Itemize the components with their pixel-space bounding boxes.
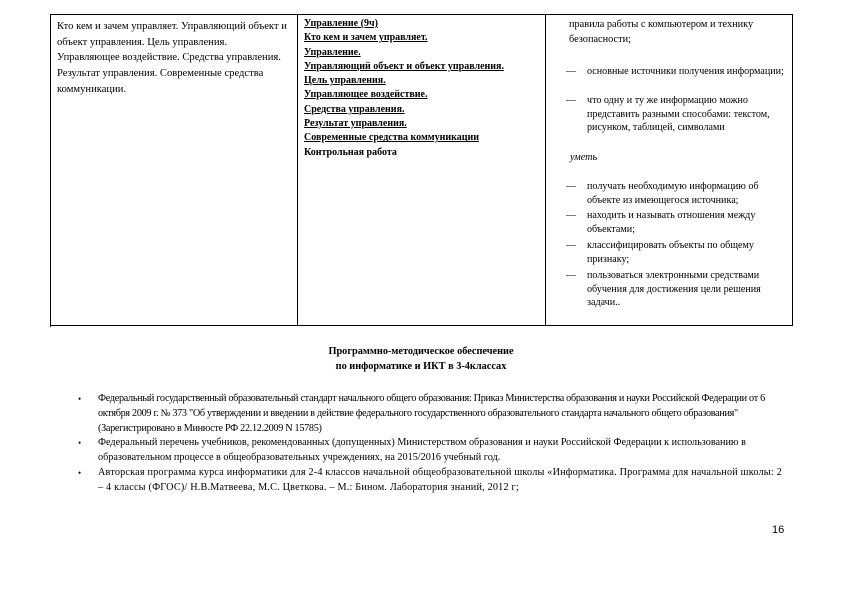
dash-bullet-icon: —	[566, 270, 577, 281]
dash-bullet-icon: —	[566, 66, 577, 77]
topics-table	[50, 14, 793, 327]
reference-text: Федеральный государственный образовательный стандарт начального общего образования: Приказ Министерства образования и науки Российской Федерации от 6 октября 2009 г. № 373 "Об утверждении и введении в действие федерального государственного образовательного стандарта начального общего образования" (Зарегистрировано в Минюсте РФ 22.12.2009 N 15785)	[98, 393, 765, 434]
topic-item: Кто кем и зачем управляет.	[304, 32, 428, 44]
topic-item: Результат управления.	[304, 118, 407, 130]
outcome-item	[566, 65, 787, 79]
outcome-item	[566, 209, 787, 236]
outcome-text: находить и называть отношения между объектами;	[587, 210, 756, 235]
reference-item	[78, 436, 788, 466]
outcome-item	[566, 180, 787, 207]
topics-list	[304, 17, 504, 160]
reference-item	[78, 466, 788, 496]
table-column-outcomes	[546, 15, 793, 326]
bullet-icon: •	[78, 467, 82, 478]
outcome-text: классифицировать объекты по общему признаку;	[587, 240, 754, 265]
topic-item: Управляющий объект и объект управления.	[304, 60, 504, 72]
dash-bullet-icon: —	[566, 210, 577, 221]
outcome-item	[566, 94, 787, 135]
topic-item: Управляющее воздействие.	[304, 89, 428, 101]
outcome-text: основные источники получения информации;	[587, 66, 784, 77]
reference-text: Федеральный перечень учебников, рекомендованных (допущенных) Министерством образования и науки Российской Федерации к использованию в образовательном процессе в общеобразовательных учреждениях, на 2015/2016 учебный год.	[98, 437, 746, 464]
outcome-text: пользоваться электронными средствами обучения для достижения цели решения задачи..	[587, 270, 761, 309]
topic-item: Управление (9ч)	[304, 18, 378, 29]
heading-line: по информатике и ИКТ в 3-4классах	[335, 361, 507, 372]
outcome-text: что одну и ту же информацию можно представить разными способами: текстом, рисунком, таблицей, символами	[587, 95, 770, 134]
table-column-content	[51, 15, 298, 326]
umet-label: уметь	[570, 152, 598, 163]
outcome-item	[566, 269, 787, 310]
references-list	[78, 392, 788, 496]
topic-item: Цель управления.	[304, 75, 386, 87]
topic-item: Контрольная работа	[304, 146, 397, 158]
outcome-intro: правила работы с компьютером и технику безопасности;	[569, 19, 754, 45]
bullet-icon: •	[78, 394, 81, 404]
table-bottom-border	[50, 325, 792, 326]
content-text: Кто кем и зачем управляет. Управляющий объект и объект управления. Цель управления. Управляющее воздействие. Средства управления. Результат управления. Современные средства коммуникации.	[57, 21, 287, 95]
bullet-icon: •	[78, 438, 82, 449]
outcome-item	[566, 239, 787, 266]
topic-item: Управление.	[304, 46, 361, 58]
table-column-topics	[298, 15, 546, 326]
dash-bullet-icon: —	[566, 95, 577, 106]
reference-item	[78, 392, 788, 436]
topic-item: Средства управления.	[304, 103, 405, 115]
reference-text: Авторская программа курса информатики для 2-4 классов начальной общеобразовательной школы «Информатика. Программа для начальной школы: 2 – 4 классы (ФГОС)/ Н.В.Матвеева, М.С. Цветкова. – М.: Бином. Лаборатория знаний, 2012 г;	[98, 466, 782, 493]
outcome-text: получать необходимую информацию об объекте из имеющегося источника;	[587, 181, 759, 206]
dash-bullet-icon: —	[566, 240, 577, 251]
section-heading	[0, 344, 842, 374]
heading-line: Программно-методическое обеспечение	[328, 346, 514, 357]
topic-item: Современные средства коммуникации	[304, 132, 479, 144]
page-number: 16	[772, 524, 785, 536]
dash-bullet-icon: —	[566, 181, 577, 192]
